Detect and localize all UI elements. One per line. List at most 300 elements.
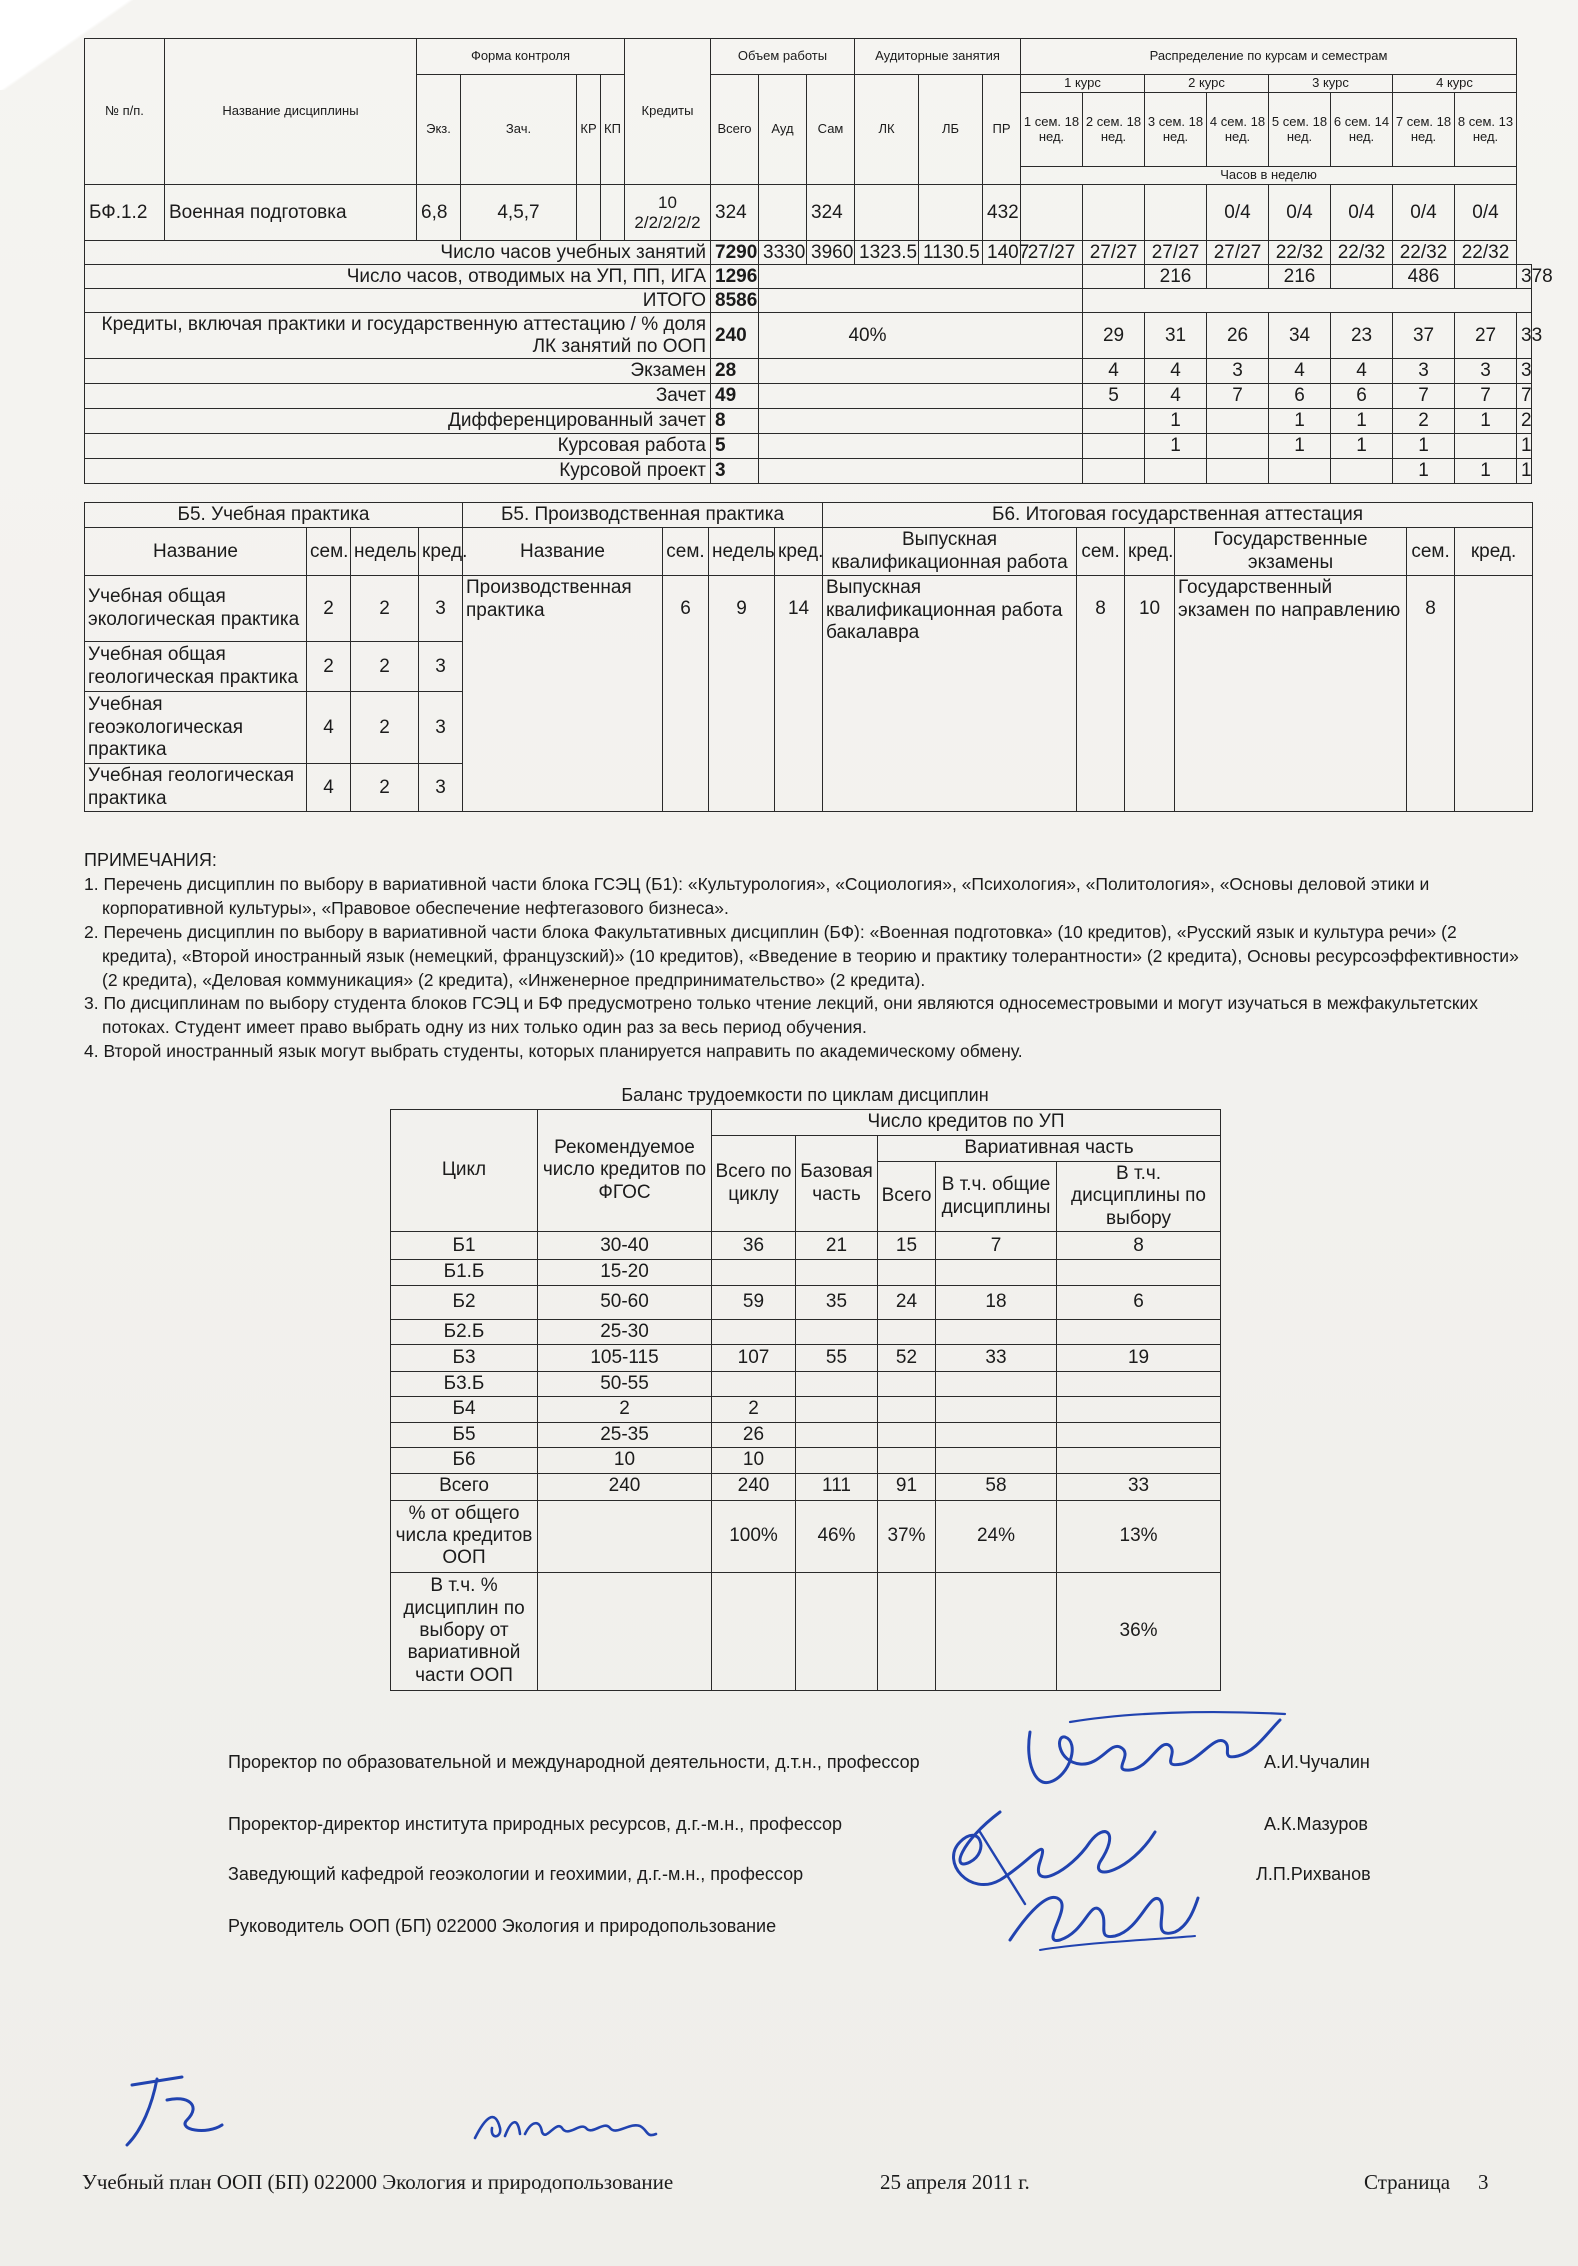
summary-label: Зачет (85, 384, 711, 409)
signatory-name: Л.П.Рихванов (1256, 1864, 1371, 1884)
gen (936, 1260, 1057, 1285)
summary-value: 3 (711, 459, 759, 484)
summary-sem (1207, 409, 1269, 434)
gen: 33 (936, 1345, 1057, 1372)
balance-row (391, 1319, 1221, 1344)
header-lk: ЛК (855, 75, 919, 185)
prod-practice-cred: 14 (775, 576, 823, 812)
state-exam-sem: 8 (1407, 576, 1455, 812)
summary-sem (1207, 265, 1269, 289)
balance-row (391, 1285, 1221, 1319)
summary-row-credits (85, 313, 1532, 359)
summary-label: Курсовая работа (85, 434, 711, 459)
var: 91 (878, 1473, 936, 1500)
h-variative: Вариативная часть (878, 1136, 1221, 1162)
discipline-row (85, 185, 1532, 241)
discipline-credit: 4,5,7 (461, 185, 577, 241)
gen (936, 1397, 1057, 1422)
cycle: Б1 (391, 1232, 538, 1260)
cycle: В т.ч. % дисциплин по выбору от вариативной части ООП (391, 1572, 538, 1690)
summary-sem: 31 (1145, 313, 1207, 359)
discipline-sem-2 (1083, 185, 1145, 241)
gen: 58 (936, 1473, 1057, 1500)
elec: 19 (1057, 1345, 1221, 1372)
base (796, 1572, 878, 1690)
summary-sem: 3 (1517, 359, 1532, 384)
elec (1057, 1422, 1221, 1447)
header-credits: Кредиты (625, 39, 711, 185)
footer-page-number: 3 (1478, 2170, 1489, 2194)
base (796, 1422, 878, 1447)
summary-row (85, 265, 1532, 289)
edu-practice-weeks: 2 (351, 642, 419, 692)
summary-sem: 6 (1269, 384, 1331, 409)
summary-sem: 7 (1393, 384, 1455, 409)
var: 15 (878, 1232, 936, 1260)
discipline-lk (855, 185, 919, 241)
summary-sem: 4 (1331, 359, 1393, 384)
summary-sem: 29 (1083, 313, 1145, 359)
elec: 33 (1057, 1473, 1221, 1500)
summary-sem: 1 (1145, 434, 1207, 459)
summary-value: 28 (711, 359, 759, 384)
summary-sem: 34 (1269, 313, 1331, 359)
rec: 240 (538, 1473, 712, 1500)
rec: 105-115 (538, 1345, 712, 1372)
summary-row-course-project (85, 459, 1532, 484)
edu-practice-cred: 3 (419, 642, 463, 692)
balance-row (391, 1372, 1221, 1397)
col-name: Название (463, 528, 663, 576)
summary-sem: 216 (1145, 265, 1207, 289)
rec (538, 1500, 712, 1572)
header-sem-3: 3 сем. 18 нед. (1145, 93, 1207, 167)
discipline-sam: 324 (807, 185, 855, 241)
summary-sem: 27/27 (1207, 241, 1269, 265)
summary-sem: 7 (1455, 384, 1517, 409)
discipline-sem-1 (1021, 185, 1083, 241)
col-name: Название (85, 528, 307, 576)
var: 24 (878, 1285, 936, 1319)
signatory-name: А.К.Мазуров (1264, 1814, 1368, 1834)
summary-sem (1269, 459, 1331, 484)
discipline-sem-4: 0/4 (1207, 185, 1269, 241)
total: 240 (712, 1473, 796, 1500)
discipline-sem-3 (1145, 185, 1207, 241)
summary-blank (759, 289, 1083, 313)
rec: 2 (538, 1397, 712, 1422)
summary-value: 8586 (711, 289, 759, 313)
col-cred: кред. (1455, 528, 1533, 576)
header-sem-1: 1 сем. 18 нед. (1021, 93, 1083, 167)
header-sem-8: 8 сем. 13 нед. (1455, 93, 1517, 167)
summary-pr: 1407 (983, 241, 1021, 265)
discipline-pr: 432 (983, 185, 1021, 241)
balance-row-percent (391, 1500, 1221, 1572)
summary-label: Экзамен (85, 359, 711, 384)
gen: 18 (936, 1285, 1057, 1319)
total (712, 1260, 796, 1285)
base: 35 (796, 1285, 878, 1319)
summary-sem: 4 (1269, 359, 1331, 384)
edu-practice-cred: 3 (419, 576, 463, 642)
summary-sem: 216 (1269, 265, 1331, 289)
total: 36 (712, 1232, 796, 1260)
elec (1057, 1397, 1221, 1422)
rec: 25-30 (538, 1319, 712, 1344)
base: 55 (796, 1345, 878, 1372)
gen: 7 (936, 1232, 1057, 1260)
state-exam-name: Государственный экзамен по направлению (1175, 576, 1407, 812)
signatory-title: Заведующий кафедрой геоэкологии и геохимии, д.г.-м.н., профессор (228, 1864, 804, 1884)
header-control: Форма контроля (417, 39, 625, 75)
header-credit: Зач. (461, 75, 577, 185)
summary-sem: 1 (1331, 409, 1393, 434)
col-weeks: недель (351, 528, 419, 576)
summary-sem (1083, 434, 1145, 459)
summary-value: 8 (711, 409, 759, 434)
summary-blank (759, 265, 1083, 289)
header-course-4: 4 курс (1393, 75, 1517, 93)
summary-sem: 4 (1145, 359, 1207, 384)
header-hours-per-week: Часов в неделю (1021, 167, 1517, 185)
elec (1057, 1448, 1221, 1473)
summary-sem: 3 (1207, 359, 1269, 384)
summary-sem: 1 (1269, 434, 1331, 459)
header-course-1: 1 курс (1021, 75, 1145, 93)
rec: 15-20 (538, 1260, 712, 1285)
rec: 25-35 (538, 1422, 712, 1447)
summary-sem (1207, 459, 1269, 484)
signatory-title: Руководитель ООП (БП) 022000 Экология и природопользование (228, 1916, 777, 1936)
col-cred: кред. (419, 528, 463, 576)
var (878, 1448, 936, 1473)
var (878, 1572, 936, 1690)
summary-sem (1455, 265, 1517, 289)
h-credits-up: Число кредитов по УП (712, 1110, 1221, 1136)
discipline-exam: 6,8 (417, 185, 461, 241)
summary-label: Дифференцированный зачет (85, 409, 711, 434)
discipline-sem-7: 0/4 (1393, 185, 1455, 241)
cycle: Б2 (391, 1285, 538, 1319)
rec: 30-40 (538, 1232, 712, 1260)
balance-row (391, 1260, 1221, 1285)
elec (1057, 1319, 1221, 1344)
signature-chuchalin (1010, 1702, 1290, 1802)
discipline-sem-6: 0/4 (1331, 185, 1393, 241)
summary-blank (1083, 289, 1532, 313)
summary-sem: 6 (1331, 384, 1393, 409)
footer-date: 25 апреля 2011 г. (880, 2170, 1030, 2194)
total (712, 1372, 796, 1397)
discipline-code: БФ.1.2 (85, 185, 165, 241)
summary-sem: 27 (1455, 313, 1517, 359)
study-plan-table (84, 38, 1553, 484)
discipline-total: 324 (711, 185, 759, 241)
note-item: 3. По дисциплинам по выбору студента блоков ГСЭЦ и БФ предусмотрено только чтение лекций, они являются односеместровыми и могут изучаться в межфакультетских потоках. Студент имеет право выбрать одну из них только один раз за весь период обучения. (84, 993, 1479, 1038)
col-sem: сем. (663, 528, 709, 576)
summary-sem (1331, 459, 1393, 484)
discipline-kp (601, 185, 625, 241)
summary-sem: 7 (1517, 384, 1532, 409)
state-exam-cred (1455, 576, 1533, 812)
col-sem: сем. (1407, 528, 1455, 576)
summary-sem: 22/32 (1331, 241, 1393, 265)
gen (936, 1422, 1057, 1447)
summary-sem: 1 (1517, 434, 1532, 459)
summary-blank (759, 459, 1083, 484)
summary-sem: 1 (1269, 409, 1331, 434)
discipline-kr (577, 185, 601, 241)
balance-row (391, 1345, 1221, 1372)
summary-sem: 1 (1455, 409, 1517, 434)
var (878, 1319, 936, 1344)
cycle: Б3.Б (391, 1372, 538, 1397)
summary-blank (759, 409, 1083, 434)
header-volume: Объем работы (711, 39, 855, 75)
cycle: Б1.Б (391, 1260, 538, 1285)
var (878, 1260, 936, 1285)
summary-sem: 22/32 (1455, 241, 1517, 265)
header-classes: Аудиторные занятия (855, 39, 1021, 75)
balance-row (391, 1448, 1221, 1473)
total (712, 1319, 796, 1344)
header-sem-6: 6 сем. 14 нед. (1331, 93, 1393, 167)
summary-label: Число часов, отводимых на УП, ПП, ИГА (85, 265, 711, 289)
total: 2 (712, 1397, 796, 1422)
summary-sem (1083, 459, 1145, 484)
summary-sem: 2 (1393, 409, 1455, 434)
summary-sem: 2 (1517, 409, 1532, 434)
col-weeks: недель (709, 528, 775, 576)
summary-lk: 1323.5 (855, 241, 919, 265)
col-sem: сем. (307, 528, 351, 576)
summary-sem (1331, 265, 1393, 289)
summary-value: 7290 (711, 241, 759, 265)
edu-practice-weeks: 2 (351, 692, 419, 764)
header-sem-5: 5 сем. 18 нед. (1269, 93, 1331, 167)
balance-row (391, 1232, 1221, 1260)
header-course-3: 3 курс (1269, 75, 1393, 93)
summary-sem (1145, 459, 1207, 484)
b5-prod-header: Б5. Производственная практика (463, 503, 823, 528)
prod-practice-sem: 6 (663, 576, 709, 812)
cycle: Б4 (391, 1397, 538, 1422)
balance-row-elective-percent (391, 1572, 1221, 1690)
summary-value: 240 (711, 313, 759, 359)
h-var-total: Всего (878, 1162, 936, 1232)
base (796, 1448, 878, 1473)
summary-sem: 4 (1145, 384, 1207, 409)
balance-row (391, 1397, 1221, 1422)
summary-row-coursework (85, 434, 1532, 459)
b5-edu-header: Б5. Учебная практика (85, 503, 463, 528)
summary-sem: 27/27 (1145, 241, 1207, 265)
edu-practice-cred: 3 (419, 764, 463, 812)
total: 107 (712, 1345, 796, 1372)
prod-practice-name: Производственная практика (463, 576, 663, 812)
rec: 50-60 (538, 1285, 712, 1319)
note-item: 2. Перечень дисциплин по выбору в вариативной части блока Факультативных дисциплин (БФ): «Военная подготовка» (10 кредитов), «Русский язык и культура речи» (2 кредита), «Второй иностранный язык (немецкий, французский)» (10 кредитов), «Введение в теорию и практику толерантности» (2 кредита), Основы ресурсоэффективности» (2 кредита), «Деловая коммуникация» (2 кредита), «Инженерное предпринимательство» (2 кредита). (84, 922, 1519, 990)
summary-sem: 1 (1393, 459, 1455, 484)
header-course-2: 2 курс (1145, 75, 1269, 93)
elec: 13% (1057, 1500, 1221, 1572)
header-pr: ПР (983, 75, 1021, 185)
edu-practice-sem: 2 (307, 642, 351, 692)
summary-sem: 486 (1393, 265, 1455, 289)
header-exam: Экз. (417, 75, 461, 185)
header-kp: КП (601, 75, 625, 185)
edu-practice-cred: 3 (419, 692, 463, 764)
h-recommended: Рекомендуемое число кредитов по ФГОС (538, 1110, 712, 1232)
summary-sem: 7 (1207, 384, 1269, 409)
header-aud: Ауд (759, 75, 807, 185)
footer-page-label: Страница (1364, 2170, 1451, 2194)
total: 100% (712, 1500, 796, 1572)
discipline-sem-5: 0/4 (1269, 185, 1331, 241)
edu-practice-name: Учебная общая геологическая практика (85, 642, 307, 692)
signatory-name: А.И.Чучалин (1264, 1752, 1370, 1772)
h-base: Базовая часть (796, 1136, 878, 1232)
cycle: Б3 (391, 1345, 538, 1372)
thesis-cred: 10 (1125, 576, 1175, 812)
edu-practice-name: Учебная общая экологическая практика (85, 576, 307, 642)
header-sem-2: 2 сем. 18 нед. (1083, 93, 1145, 167)
summary-sem: 1 (1517, 459, 1532, 484)
base (796, 1397, 878, 1422)
summary-value: 5 (711, 434, 759, 459)
thesis-sem: 8 (1077, 576, 1125, 812)
signature-initials-left (112, 2065, 232, 2155)
base (796, 1319, 878, 1344)
header-sam: Сам (807, 75, 855, 185)
thesis-name: Выпускная квалификационная работа бакалавра (823, 576, 1077, 812)
b6-header: Б6. Итоговая государственная аттестация (823, 503, 1533, 528)
signature-rikhvanov (1000, 1870, 1200, 1960)
cycle: Всего (391, 1473, 538, 1500)
elec: 6 (1057, 1285, 1221, 1319)
header-total: Всего (711, 75, 759, 185)
signature-row (228, 1916, 1388, 1940)
base: 111 (796, 1473, 878, 1500)
h-total-cycle: Всего по циклу (712, 1136, 796, 1232)
summary-row-diff-credit (85, 409, 1532, 434)
summary-sem: 22/32 (1393, 241, 1455, 265)
header-distribution: Распределение по курсам и семестрам (1021, 39, 1517, 75)
elec (1057, 1260, 1221, 1285)
prod-practice-weeks: 9 (709, 576, 775, 812)
summary-row (85, 241, 1532, 265)
rec (538, 1572, 712, 1690)
summary-label: Число часов учебных занятий (85, 241, 711, 265)
discipline-name: Военная подготовка (165, 185, 417, 241)
edu-practice-name: Учебная геоэкологическая практика (85, 692, 307, 764)
cycle: Б5 (391, 1422, 538, 1447)
note-item: 4. Второй иностранный язык могут выбрать студенты, которых планируется направить по академическому обмену. (84, 1041, 1023, 1062)
col-sem: сем. (1077, 528, 1125, 576)
notes-list (84, 873, 1524, 1063)
elec: 8 (1057, 1232, 1221, 1260)
gen: 24% (936, 1500, 1057, 1572)
header-sem-7: 7 сем. 18 нед. (1393, 93, 1455, 167)
discipline-lb (919, 185, 983, 241)
signature-row (228, 1864, 1388, 1888)
var (878, 1422, 936, 1447)
summary-sem: 27/27 (1083, 241, 1145, 265)
signature-atsedzhi (470, 2098, 660, 2148)
edu-practice-name: Учебная геологическая практика (85, 764, 307, 812)
discipline-aud (759, 185, 807, 241)
total: 26 (712, 1422, 796, 1447)
summary-sem: 1 (1393, 434, 1455, 459)
base (796, 1372, 878, 1397)
summary-sem: 4 (1083, 359, 1145, 384)
summary-sem: 1 (1331, 434, 1393, 459)
practice-table (84, 502, 1533, 812)
discipline-sem-8: 0/4 (1455, 185, 1517, 241)
gen (936, 1372, 1057, 1397)
col-thesis: Выпускная квалификационная работа (823, 528, 1077, 576)
summary-sem: 1 (1145, 409, 1207, 434)
elec: 36% (1057, 1572, 1221, 1690)
total (712, 1572, 796, 1690)
summary-sem: 378 (1517, 265, 1532, 289)
signature-row (228, 1814, 1388, 1838)
practice-row (85, 576, 1533, 642)
edu-practice-sem: 4 (307, 692, 351, 764)
balance-row-total (391, 1473, 1221, 1500)
elec (1057, 1372, 1221, 1397)
summary-value: 49 (711, 384, 759, 409)
signatory-title: Проректор-директор института природных ресурсов, д.г.-м.н., профессор (228, 1814, 843, 1834)
header-name: Название дисциплины (165, 39, 417, 185)
header-sem-4: 4 сем. 18 нед. (1207, 93, 1269, 167)
header-lb: ЛБ (919, 75, 983, 185)
gen (936, 1572, 1057, 1690)
summary-sem: 37 (1393, 313, 1455, 359)
summary-blank (759, 434, 1083, 459)
summary-sem (1207, 434, 1269, 459)
edu-practice-weeks: 2 (351, 764, 419, 812)
balance-row (391, 1422, 1221, 1447)
notes-title: ПРИМЕЧАНИЯ: (84, 850, 217, 870)
summary-aud: 3330 (759, 241, 807, 265)
summary-sem: 26 (1207, 313, 1269, 359)
h-elective: В т.ч. дисциплины по выбору (1057, 1162, 1221, 1232)
summary-value: 1296 (711, 265, 759, 289)
summary-sem (1083, 265, 1145, 289)
summary-row-total (85, 289, 1532, 313)
summary-blank (759, 359, 1083, 384)
summary-sem: 3 (1393, 359, 1455, 384)
base (796, 1260, 878, 1285)
summary-label: Кредиты, включая практики и государственную аттестацию / % доля ЛК занятий по ООП (85, 313, 711, 359)
cycle: Б6 (391, 1448, 538, 1473)
summary-sem: 1 (1455, 459, 1517, 484)
col-cred: кред. (1125, 528, 1175, 576)
total: 59 (712, 1285, 796, 1319)
cycle: Б2.Б (391, 1319, 538, 1344)
summary-sem: 27/27 (1021, 241, 1083, 265)
col-cred: кред. (775, 528, 823, 576)
header-num: № п/п. (85, 39, 165, 185)
summary-sem: 33 (1517, 313, 1532, 359)
var (878, 1372, 936, 1397)
edu-practice-weeks: 2 (351, 576, 419, 642)
summary-row-credit (85, 384, 1532, 409)
summary-lb: 1130.5 (919, 241, 983, 265)
gen (936, 1319, 1057, 1344)
